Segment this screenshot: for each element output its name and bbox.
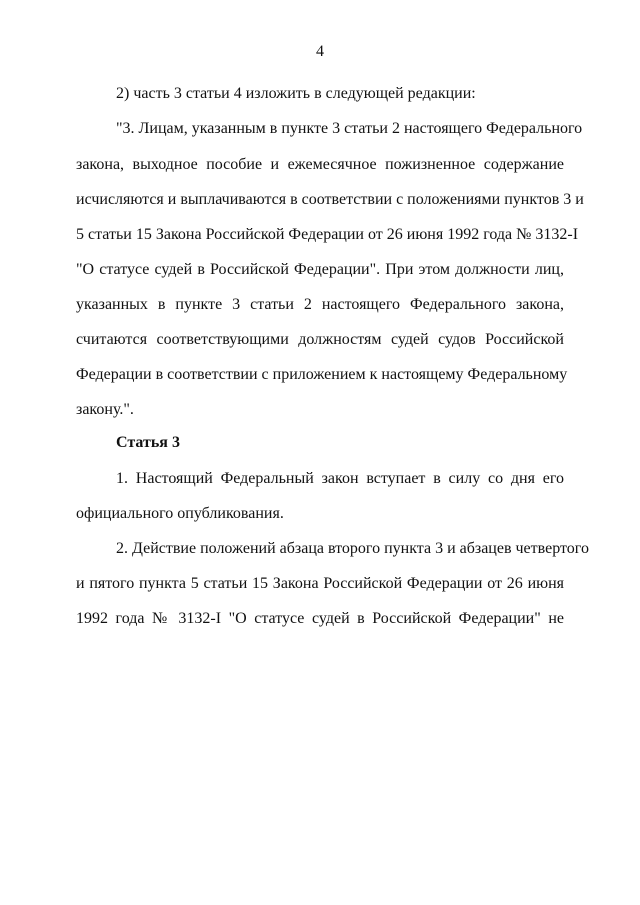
- article-heading: Статья 3: [116, 434, 180, 451]
- quote-line: 5 статьи 15 Закона Российской Федерации от 26 июня 1992 года № 3132-I: [76, 226, 579, 243]
- page-number: 4: [316, 43, 324, 60]
- amendment-intro: 2) часть 3 статьи 4 изложить в следующей редакции:: [116, 85, 476, 102]
- article-item-line: 1992 года № 3132-I "О статусе судей в Российской Федерации" не: [76, 610, 564, 627]
- quote-line: закона, выходное пособие и ежемесячное пожизненное содержание: [76, 156, 564, 173]
- quote-line: указанных в пункте 3 статьи 2 настоящего Федерального закона,: [76, 296, 564, 313]
- article-item-line: 1. Настоящий Федеральный закон вступает в силу со дня его: [116, 470, 564, 487]
- quote-line: "О статусе судей в Российской Федерации". При этом должности лиц,: [76, 261, 564, 278]
- article-item-line: официального опубликования.: [76, 505, 284, 522]
- quote-line: закону.".: [76, 401, 134, 418]
- article-item-line: 2. Действие положений абзаца второго пункта 3 и абзацев четвертого: [116, 540, 589, 557]
- quote-line: Федерации в соответствии с приложением к настоящему Федеральному: [76, 366, 568, 383]
- article-item-line: и пятого пункта 5 статьи 15 Закона Российской Федерации от 26 июня: [76, 575, 564, 592]
- quote-line: "3. Лицам, указанным в пункте 3 статьи 2 настоящего Федерального: [116, 120, 583, 137]
- quote-line: считаются соответствующими должностям судей судов Российской: [76, 331, 564, 348]
- quote-line: исчисляются и выплачиваются в соответствии с положениями пунктов 3 и: [76, 191, 584, 208]
